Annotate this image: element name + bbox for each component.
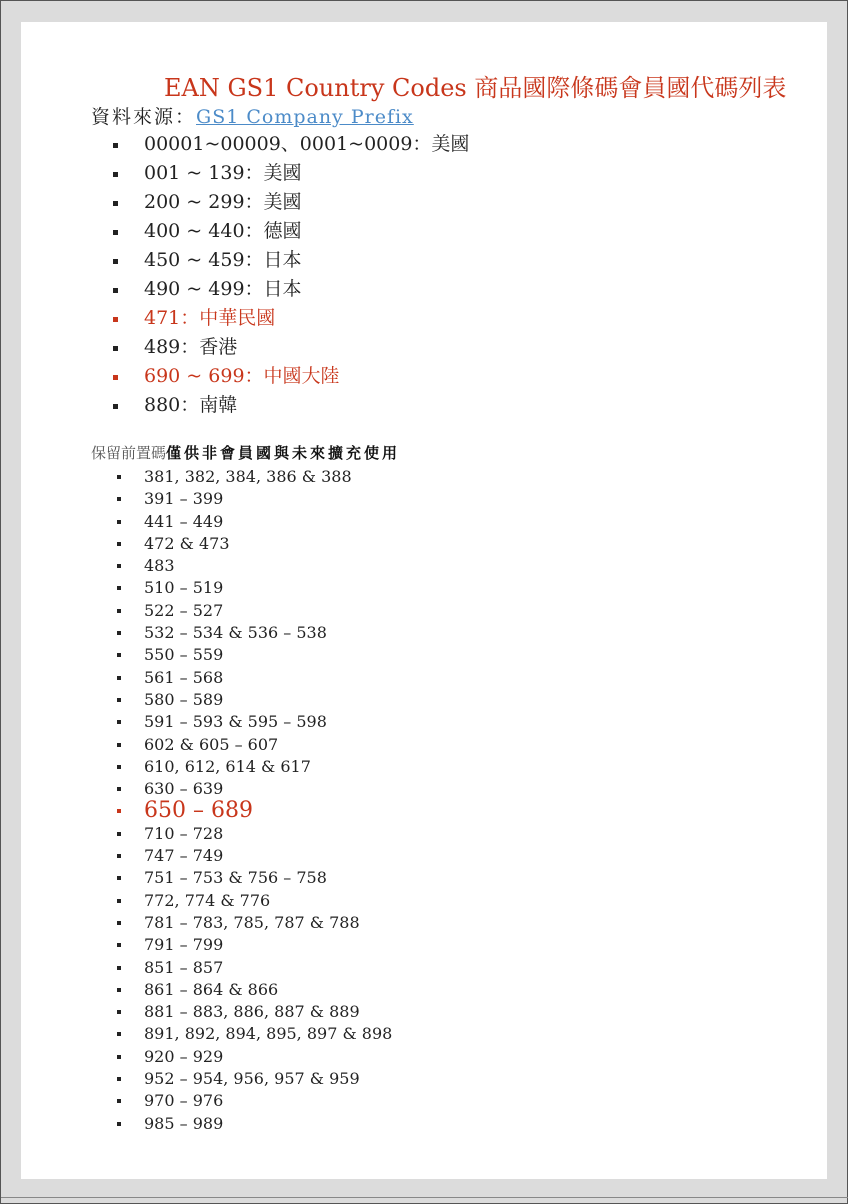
list-item [117,1090,392,1112]
bullet-icon [117,988,121,992]
list-item [113,333,469,362]
list-item-text: 747 – 749 [144,846,224,866]
list-item [113,275,469,304]
list-item [113,188,469,217]
reserved-code-list [117,466,392,1135]
list-item-text: 200 ~ 299：美國 [144,191,302,213]
bullet-icon [117,497,121,501]
list-item [117,511,392,533]
list-item [117,1113,392,1135]
bullet-icon [113,259,118,264]
country-code-list [113,130,469,420]
bullet-icon [117,475,121,479]
bullet-icon [117,966,121,970]
list-item-text: 791 – 799 [144,935,224,955]
list-item [117,800,392,822]
list-item [113,391,469,420]
bullet-icon [113,288,118,293]
list-item [117,756,392,778]
list-item [117,934,392,956]
list-item [117,488,392,510]
list-item-text: 441 – 449 [144,511,224,531]
bullet-icon [117,921,121,925]
bullet-icon [117,899,121,903]
reserved-heading-note: 僅供非會員國與未來擴充使用 [166,444,401,462]
list-item [117,979,392,1001]
bullet-icon [117,542,121,546]
bullet-icon [117,698,121,702]
list-item [113,130,469,159]
source-link[interactable]: GS1 Company Prefix [196,106,414,128]
list-item [117,1023,392,1045]
list-item-text: 710 – 728 [144,823,224,843]
list-item-text: 391 – 399 [144,489,224,509]
bullet-icon [117,809,121,813]
list-item-text: 880：南韓 [144,394,238,416]
list-item-text: 580 – 589 [144,689,224,709]
list-item [117,845,392,867]
bullet-icon [117,1032,121,1036]
list-item-text: 690 ~ 699：中國大陸 [144,365,340,387]
list-item [117,823,392,845]
bullet-icon [117,765,121,769]
bullet-icon [117,1099,121,1103]
bullet-icon [117,943,121,947]
list-item-text: 630 – 639 [144,779,224,799]
list-item-text: 891, 892, 894, 895, 897 & 898 [144,1024,393,1044]
bullet-icon [117,1055,121,1059]
list-item [117,1046,392,1068]
reserved-heading-prefix: 保留前置碼 [91,444,167,462]
list-item-text: 851 – 857 [144,957,224,977]
bullet-icon [117,743,121,747]
list-item-text: 472 & 473 [144,533,230,553]
list-item [117,622,392,644]
bullet-icon [117,520,121,524]
list-item-text: 881 – 883, 886, 887 & 889 [144,1002,360,1022]
list-item-text: 861 – 864 & 866 [144,979,279,999]
list-item-text: 751 – 753 & 756 – 758 [144,868,327,888]
list-item-text: 550 – 559 [144,645,224,665]
source-label: 資料來源： [91,106,197,128]
bullet-icon [117,1077,121,1081]
source-line [91,103,414,131]
list-item [117,667,392,689]
bullet-icon [117,564,121,568]
list-item-text: 650 – 689 [144,798,253,824]
bullet-icon [117,787,121,791]
list-item-text: 920 – 929 [144,1046,224,1066]
page-title: EAN GS1 Country Codes 商品國際條碼會員國代碼列表 [164,74,787,102]
list-item [113,217,469,246]
list-item [117,466,392,488]
list-item [117,1001,392,1023]
list-item-text: 00001~00009、0001~0009：美國 [144,133,470,155]
list-item [117,912,392,934]
list-item-text: 561 – 568 [144,667,224,687]
bullet-icon [117,586,121,590]
list-item-text: 591 – 593 & 595 – 598 [144,712,327,732]
bullet-icon [113,375,118,380]
list-item-text: 510 – 519 [144,578,224,598]
reserved-heading [91,441,400,465]
bullet-icon [117,1122,121,1126]
list-item-text: 450 ~ 459：日本 [144,249,302,271]
list-item [117,555,392,577]
list-item [113,362,469,391]
list-item-text: 602 & 605 – 607 [144,734,279,754]
document-page [21,22,827,1179]
bullet-icon [117,631,121,635]
bullet-icon [117,854,121,858]
list-item-text: 483 [144,556,175,576]
bullet-icon [113,143,118,148]
list-item-text: 781 – 783, 785, 787 & 788 [144,912,360,932]
divider [1,1197,848,1198]
list-item [117,533,392,555]
bullet-icon [117,832,121,836]
list-item-text: 490 ~ 499：日本 [144,278,302,300]
list-item [113,304,469,333]
bullet-icon [113,172,118,177]
bullet-icon [117,1010,121,1014]
bullet-icon [117,676,121,680]
list-item-text: 471：中華民國 [144,307,276,329]
bullet-icon [113,201,118,206]
bullet-icon [113,230,118,235]
list-item [117,867,392,889]
bullet-icon [117,653,121,657]
list-item-text: 610, 612, 614 & 617 [144,756,311,776]
bullet-icon [113,404,118,409]
list-item [117,689,392,711]
list-item-text: 001 ~ 139：美國 [144,162,302,184]
list-item-text: 532 – 534 & 536 – 538 [144,623,327,643]
list-item [117,957,392,979]
list-item [117,778,392,800]
bullet-icon [113,317,118,322]
list-item-text: 522 – 527 [144,600,224,620]
list-item-text: 952 – 954, 956, 957 & 959 [144,1069,360,1089]
list-item-text: 772, 774 & 776 [144,890,271,910]
list-item-text: 381, 382, 384, 386 & 388 [144,467,352,486]
bullet-icon [117,609,121,613]
list-item [117,577,392,599]
bullet-icon [113,346,118,351]
list-item [117,600,392,622]
list-item [117,1068,392,1090]
bullet-icon [117,720,121,724]
list-item-text: 970 – 976 [144,1091,224,1111]
list-item-text: 489：香港 [144,336,238,358]
list-item [113,246,469,275]
list-item [117,644,392,666]
list-item [117,890,392,912]
list-item [117,711,392,733]
bullet-icon [117,876,121,880]
list-item-text: 400 ~ 440：德國 [144,220,302,242]
list-item-text: 985 – 989 [144,1113,224,1133]
list-item [113,159,469,188]
list-item [117,734,392,756]
